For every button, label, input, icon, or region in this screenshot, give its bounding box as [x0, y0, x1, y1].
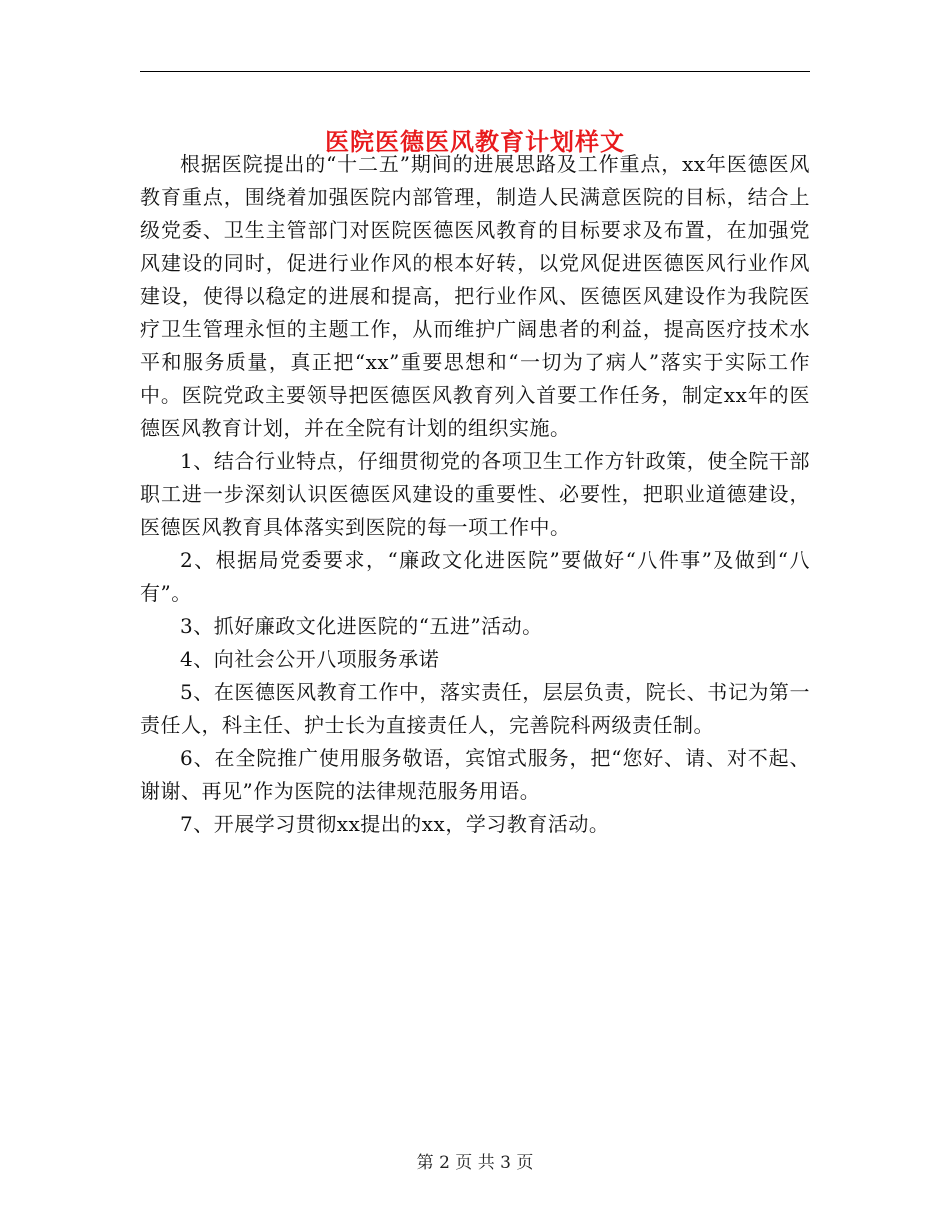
- item-paragraph-6: 6、在全院推广使用服务敬语，宾馆式服务，把“您好、请、对不起、谢谢、再见”作为医院的法律规范服务用语。: [140, 746, 810, 803]
- item-paragraph-2: 2、根据局党委要求，“廉政文化进医院”要做好“八件事”及做到“八有”。: [140, 548, 810, 605]
- page-label-suffix: 页: [516, 1153, 534, 1173]
- item-paragraph-5: 5、在医德医风教育工作中，落实责任，层层负责，院长、书记为第一责任人，科主任、护士长为直接责任人，完善院科两级责任制。: [140, 680, 810, 737]
- item-paragraph-4: 4、向社会公开八项服务承诺: [180, 647, 440, 671]
- header-divider: [140, 71, 810, 72]
- current-page-number: 2: [439, 1153, 450, 1173]
- page-label-prefix: 第: [416, 1153, 434, 1173]
- item-paragraph-3: 3、抓好廉政文化进医院的“五进”活动。: [180, 614, 543, 638]
- document-body: [140, 148, 810, 841]
- total-page-count: 3: [500, 1153, 511, 1173]
- item-paragraph-7: 7、开展学习贯彻xx提出的xx，学习教育活动。: [180, 812, 610, 836]
- page-label-middle: 页 共: [455, 1153, 495, 1173]
- page-number-footer: [0, 1151, 950, 1175]
- item-paragraph-1: 1、结合行业特点，仔细贯彻党的各项卫生工作方针政策，使全院干部职工进一步深刻认识医德医风建设的重要性、必要性，把职业道德建设，医德医风教育具体落实到医院的每一项工作中。: [140, 449, 810, 539]
- document-title: 医院医德医风教育计划样文: [325, 127, 625, 157]
- intro-paragraph: 根据医院提出的“十二五”期间的进展思路及工作重点，xx年医德医风教育重点，围绕着加强医院内部管理，制造人民满意医院的目标，结合上级党委、卫生主管部门对医院医德医风教育的目标要求及布置，在加强党风建设的同时，促进行业作风的根本好转，以党风促进医德医风行业作风建设，使得以稳定的进展和提高，把行业作风、医德医风建设作为我院医疗卫生管理永恒的主题工作，从而维护广阔患者的利益，提高医疗技术水平和服务质量，真正把“xx”重要思想和“一切为了病人”落实于实际工作中。医院党政主要领导把医德医风教育列入首要工作任务，制定xx年的医德医风教育计划，并在全院有计划的组织实施。: [140, 152, 810, 440]
